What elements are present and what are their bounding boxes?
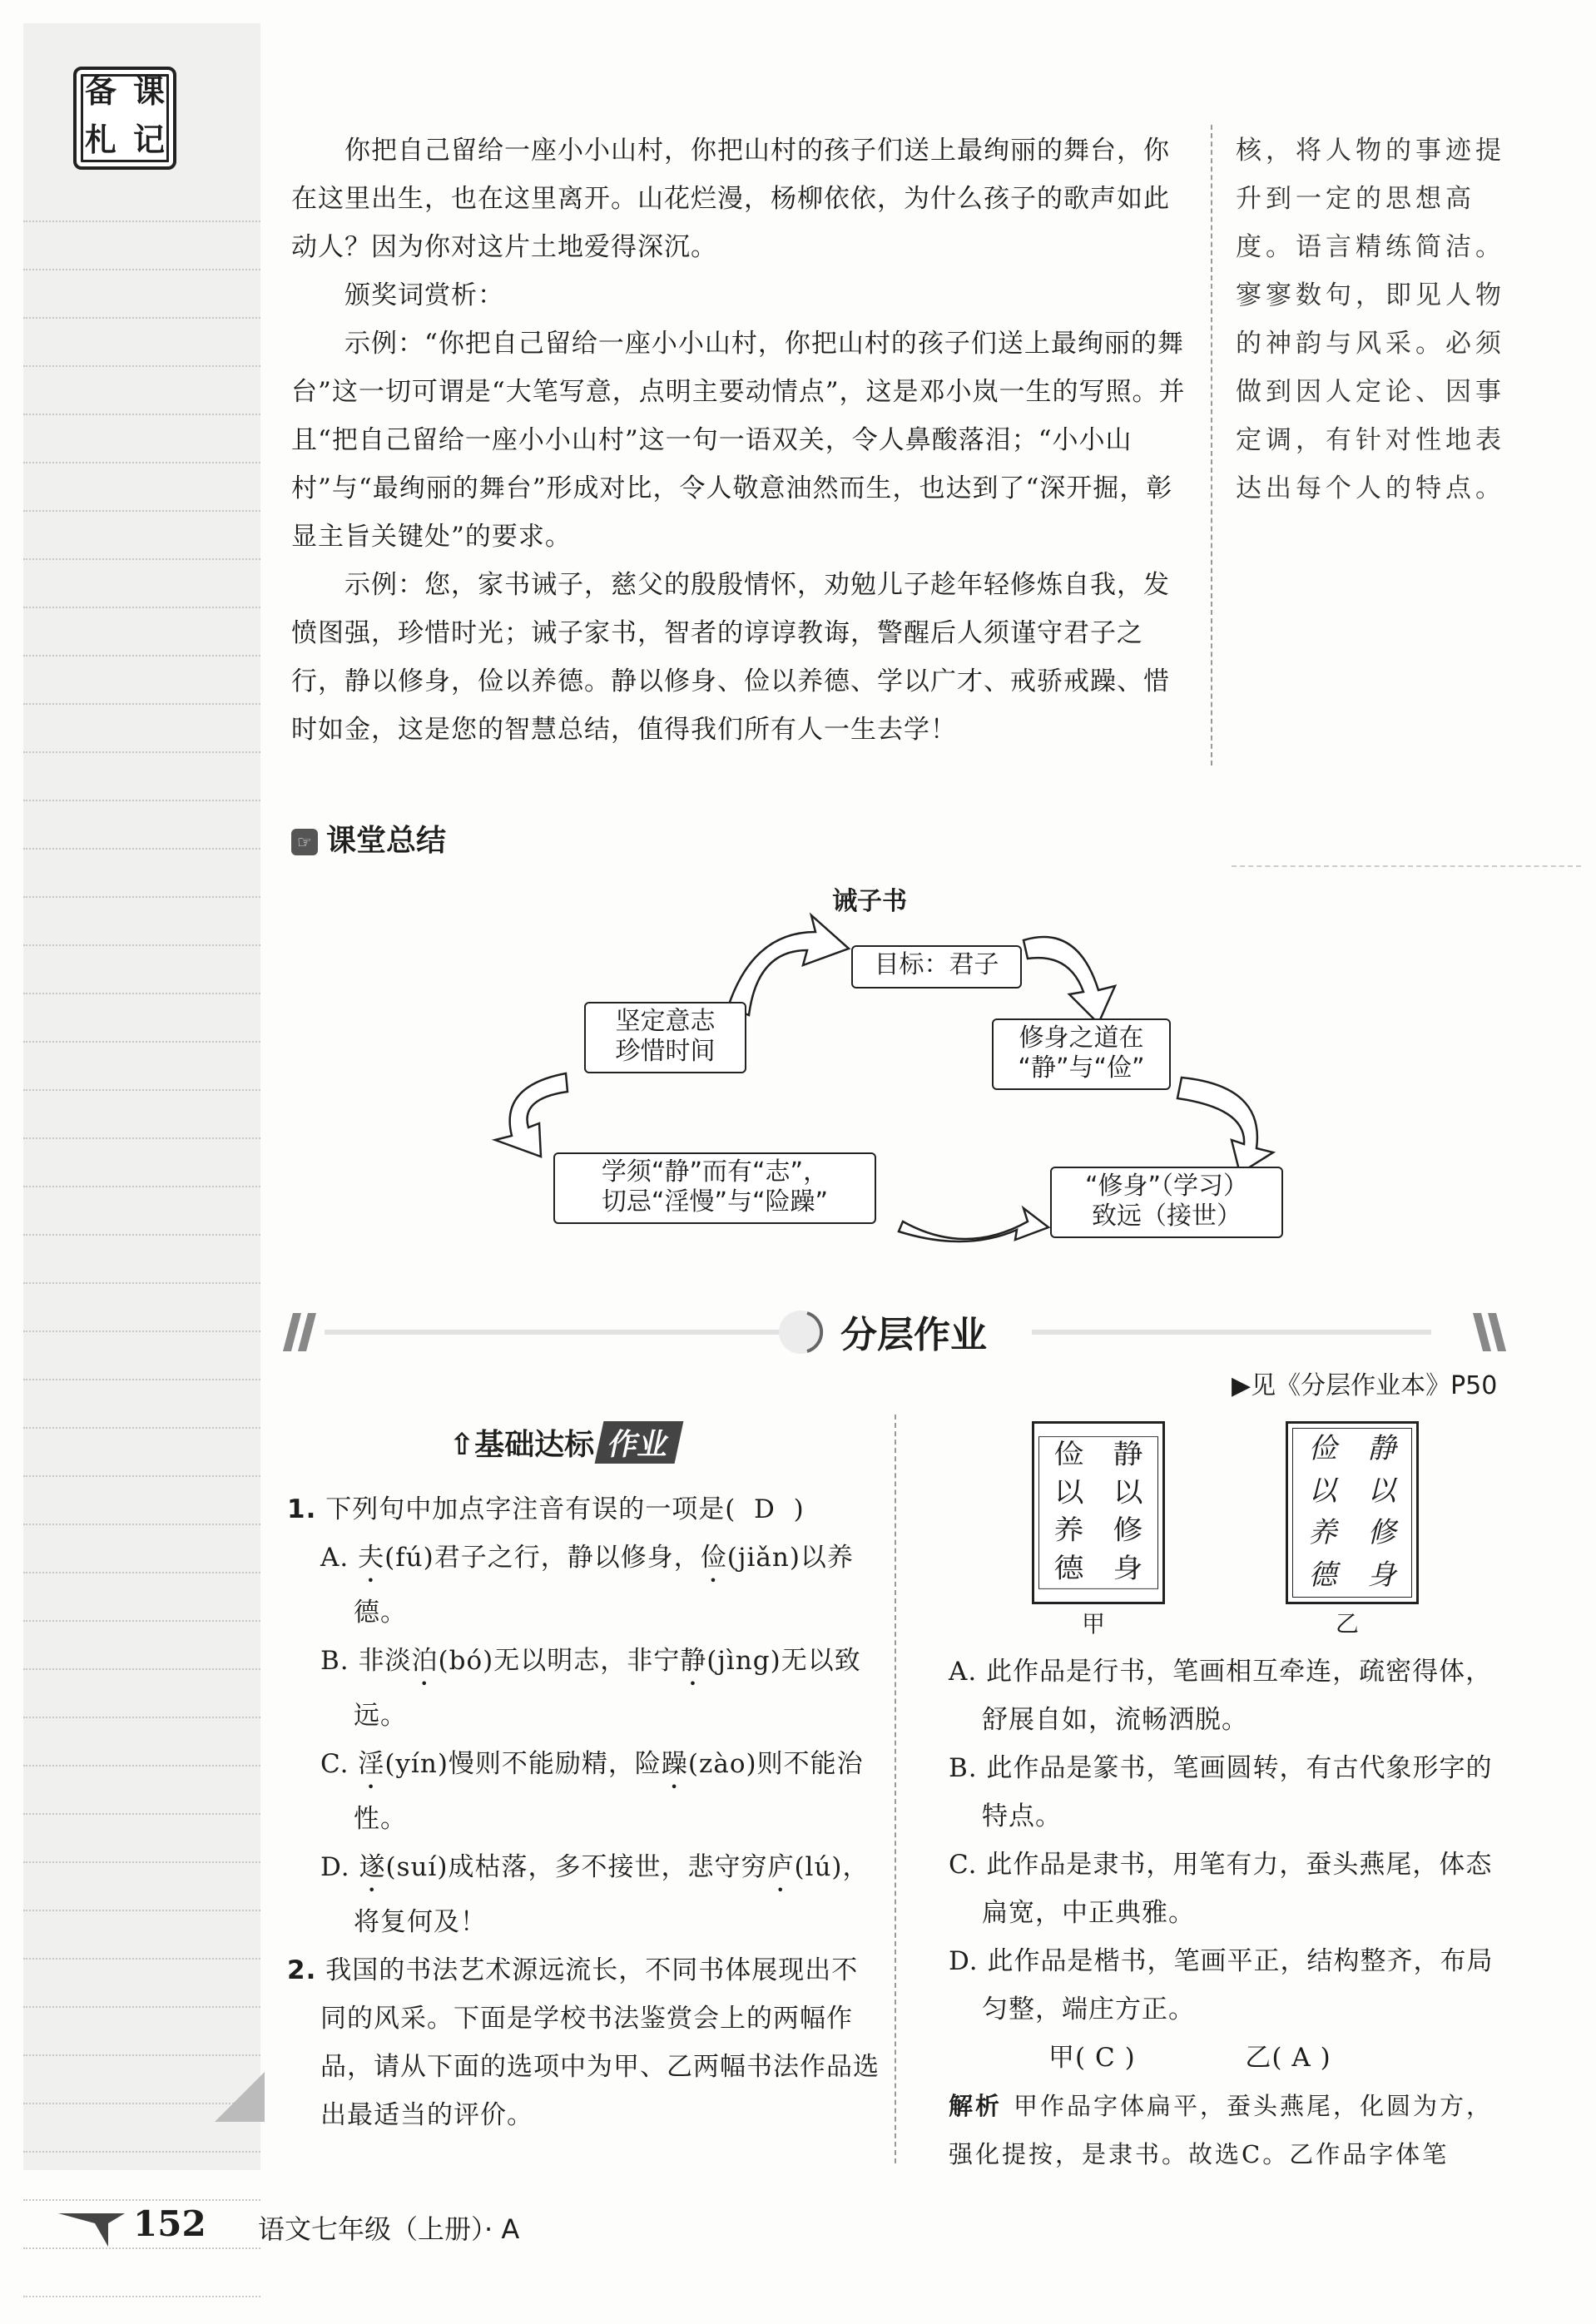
calligraphy-yi [1286, 1421, 1419, 1604]
box-line: 修身之道在 [1019, 1023, 1144, 1053]
note-line [23, 1379, 260, 1380]
pointer-icon: ☞ [291, 829, 318, 855]
dotted-char: 遂 [359, 1852, 386, 1882]
calligraphy-caption: 乙 [1336, 1610, 1360, 1638]
badge-char: 札 [84, 121, 116, 158]
note-line [23, 2006, 260, 2008]
question-1-option [320, 1637, 882, 1740]
question-2-option: B. 此作品是篆书，笔画圆转，有古代象形字的特点。 [949, 1753, 1493, 1831]
note-line [23, 655, 260, 657]
page-number: 152 [133, 2203, 206, 2244]
homework-reference: ▶见《分层作业本》P50 [1232, 1371, 1498, 1400]
calligraphy-char: 养 [1053, 1514, 1084, 1546]
note-line [23, 1137, 260, 1139]
analysis-text: 甲作品字体扁平，蚕头燕尾，化圆为方，强化提按，是隶书。故选C。乙作品字体笔 [949, 2092, 1494, 2168]
option-text: (zào)则不能治性。 [354, 1749, 864, 1834]
dotted-char: 俭 [700, 1543, 727, 1573]
answer-label: ) [1320, 2043, 1331, 2073]
note-line [23, 800, 260, 801]
calligraphy-char: 静 [1367, 1432, 1396, 1465]
calligraphy-char: 以 [1113, 1477, 1143, 1509]
answer-mark: D [754, 1494, 776, 1524]
note-line [23, 414, 260, 415]
note-line [23, 1041, 260, 1043]
summary-heading-text: 课堂总结 [326, 824, 447, 858]
stem-text: 下列句中加点字注音有误的一项是( [325, 1494, 736, 1524]
note-line [23, 1620, 260, 1622]
box-line: “静”与“俭” [1018, 1053, 1145, 1083]
dashed-rule [1232, 865, 1581, 867]
book-title: 语文七年级（上册）· A [258, 2213, 520, 2245]
note-line [23, 1427, 260, 1429]
badge-main: 基础达标 [474, 1428, 595, 1462]
homework-title: 分层作业 [840, 1314, 987, 1356]
calligraphy-char: 静 [1113, 1439, 1143, 1470]
dotted-char: 躁 [661, 1749, 688, 1779]
box-way [992, 1018, 1171, 1090]
calligraphy-char: 以 [1308, 1474, 1337, 1508]
calligraphy-char: 德 [1053, 1553, 1084, 1584]
calligraphy-char: 身 [1113, 1553, 1143, 1584]
diagram-title: 诫子书 [832, 887, 907, 916]
note-line [23, 1282, 260, 1284]
answer-mark: A [1291, 2043, 1311, 2073]
analysis [949, 2082, 1514, 2178]
note-line [23, 1717, 260, 1718]
question-2-option: C. 此作品是隶书，用笔有力，蚕头燕尾，体态扁宽，中正典雅。 [949, 1850, 1493, 1928]
corner-fold [215, 2072, 265, 2122]
question-2-option: D. 此作品是楷书，笔画平正，结构整齐，布局匀整，端庄方正。 [949, 1946, 1494, 2024]
note-line [23, 1910, 260, 1911]
calligraphy-char: 俭 [1308, 1432, 1337, 1465]
option-text: (jiǎn)以养德。 [354, 1543, 854, 1628]
note-line [23, 1861, 260, 1863]
note-line [23, 2247, 260, 2249]
option-text: (bó)无以明志，非宁 [438, 1646, 681, 1676]
option-text: (lú)，将复何及！ [354, 1852, 870, 1937]
note-line [23, 462, 260, 463]
cycle-arrow [899, 1208, 1048, 1241]
option-text: D. [320, 1852, 359, 1882]
stem-text: 我国的书法艺术源远流长，不同书体展现出不同的风采。下面是学校书法鉴赏会上的两幅作品，请从下面的选项中为甲、乙两幅书法作品选出最适当的评价。 [320, 1955, 880, 2130]
box-line: 坚定意志 [615, 1007, 716, 1036]
note-line [23, 1524, 260, 1525]
option-text: (fú)君子之行，静以修身， [384, 1543, 701, 1573]
calligraphy-char: 以 [1367, 1474, 1396, 1508]
note-line [23, 365, 260, 367]
box-line: 切忌“淫慢”与“险躁” [601, 1187, 829, 1217]
box-line: 学须“静”而有“志”， [601, 1157, 829, 1187]
box-goal: 目标：君子 [851, 945, 1022, 989]
option-text: (suí)成枯落，多不接世，悲守穷 [385, 1852, 768, 1882]
dotted-char: 庐 [767, 1852, 795, 1882]
calligraphy-char: 以 [1053, 1477, 1084, 1509]
cycle-arrow [1177, 1078, 1273, 1173]
answer-label: 甲( [1048, 2043, 1087, 2073]
calligraphy-jia [1032, 1421, 1165, 1604]
box-far [1050, 1167, 1283, 1238]
basic-badge [449, 1421, 679, 1464]
note-line [23, 2151, 260, 2153]
note-line [23, 1330, 260, 1332]
analysis-label: 解析 [949, 2092, 1003, 2120]
note-line [23, 317, 260, 319]
notes-column [23, 23, 260, 2170]
award-text [291, 126, 1190, 754]
note-line [23, 558, 260, 560]
box-line: 珍惜时间 [615, 1037, 716, 1066]
side-note: 核，将人物的事迹提升到一定的思想高度。语言精练简洁。寥寥数句，即见人物的神韵与风采。必须做到因人定论、因事定调，有针对性地表达出每个人的特点。 [1236, 136, 1505, 503]
calligraphy-char: 身 [1367, 1558, 1396, 1592]
up-arrow-icon: ⇧ [449, 1428, 475, 1462]
column-divider [1211, 125, 1212, 766]
question-number: 1. [287, 1494, 317, 1524]
option-text: (yín)慢则不能励精，险 [384, 1749, 662, 1779]
summary-heading [291, 817, 446, 860]
note-line [23, 607, 260, 608]
option-text: C. [320, 1749, 359, 1779]
note-line [23, 944, 260, 946]
note-line [23, 896, 260, 898]
note-line [23, 1089, 260, 1091]
note-line [23, 2199, 260, 2201]
notes-badge [73, 67, 176, 170]
dotted-char: 静 [680, 1646, 707, 1676]
box-line: 致远（接世） [1092, 1202, 1242, 1231]
cycle-arrow [728, 915, 849, 1015]
answer-label: ) [1124, 2043, 1136, 2073]
note-line [23, 269, 260, 270]
note-line [23, 2054, 260, 2056]
question-2-answers [949, 2034, 1514, 2082]
column-divider [895, 1415, 896, 2163]
cycle-arrow [1024, 937, 1115, 1023]
question-2-options [949, 1648, 1514, 2178]
note-line [23, 1475, 260, 1477]
question-1-option [320, 1843, 882, 1946]
dotted-char: 夫 [358, 1543, 385, 1573]
note-line [23, 993, 260, 994]
paragraph: 示例：您，家书诫子，慈父的殷殷情怀，劝勉儿子趁年轻修炼自我，发愤图强，珍惜时光；诫子家书，智者的谆谆教诲，警醒后人须谨守君子之行，静以修身，俭以养德。静以修身、俭以养德、学以广才、戒骄戒躁、惜时如金，这是您的智慧总结，值得我们所有人一生去学！ [291, 570, 1170, 745]
note-line [23, 510, 260, 512]
box-will [584, 1002, 746, 1073]
question-1-option [320, 1740, 882, 1843]
left-questions [287, 1485, 882, 2139]
paragraph: 颁奖词赏析： [344, 280, 504, 310]
note-line [23, 2296, 260, 2297]
note-line [23, 751, 260, 753]
stem-text: ) [793, 1494, 805, 1524]
page-corner-icon [58, 2205, 125, 2247]
question-number: 2. [287, 1955, 317, 1985]
note-line [23, 221, 260, 222]
option-text: B. 非淡 [320, 1646, 412, 1676]
answer-mark: C [1094, 2043, 1116, 2073]
question-2-stem [287, 1946, 882, 2139]
box-learn [553, 1152, 876, 1224]
calligraphy-char: 修 [1113, 1514, 1143, 1546]
badge-tag: 作业 [595, 1421, 684, 1464]
note-line [23, 1668, 260, 1670]
badge-char: 课 [132, 73, 165, 110]
note-line [23, 1765, 260, 1767]
calligraphy-caption: 甲 [1082, 1610, 1106, 1638]
option-text: A. [320, 1543, 359, 1573]
paragraph: 示例：“你把自己留给一座小小山村，你把山村的孩子们送上最绚丽的舞台”这一切可谓是“大笔写意，点明主要动情点”，这是邓小岚一生的写照。并且“把自己留给一座小小山村”这一句一语双关，令人鼻酸落泪；“小小山村”与“最绚丽的舞台”形成对比，令人敬意油然而生，也达到了“深开掘，彰显主旨关键处”的要求。 [291, 329, 1186, 552]
question-2-option: A. 此作品是行书，笔画相互牵连，疏密得体，舒展自如，流畅洒脱。 [949, 1657, 1493, 1735]
note-line [23, 1234, 260, 1236]
calligraphy-char: 修 [1367, 1516, 1396, 1549]
note-line [23, 848, 260, 850]
question-1-stem [287, 1485, 882, 1534]
paragraph: 你把自己留给一座小小山村，你把山村的孩子们送上最绚丽的舞台，你在这里出生，也在这里离开。山花烂漫，杨柳依依，为什么孩子的歌声如此动人？因为你对这片土地爱得深沉。 [291, 136, 1170, 262]
dotted-char: 泊 [411, 1646, 439, 1676]
cycle-arrow [495, 1073, 568, 1157]
calligraphy-char: 德 [1308, 1558, 1337, 1592]
badge-char: 备 [84, 73, 116, 110]
question-1-option [320, 1534, 882, 1637]
answer-label: 乙( [1245, 2043, 1283, 2073]
note-line [23, 1813, 260, 1815]
calligraphy-char: 养 [1308, 1516, 1337, 1549]
note-line [23, 1186, 260, 1187]
option-text: (jìng)无以致远。 [354, 1646, 861, 1731]
calligraphy-char: 俭 [1053, 1439, 1084, 1470]
note-line [23, 1572, 260, 1573]
note-line [23, 1958, 260, 1960]
dotted-char: 淫 [358, 1749, 385, 1779]
box-line: “修身”（学习） [1084, 1172, 1249, 1201]
note-line [23, 703, 260, 705]
badge-char: 记 [132, 121, 165, 158]
